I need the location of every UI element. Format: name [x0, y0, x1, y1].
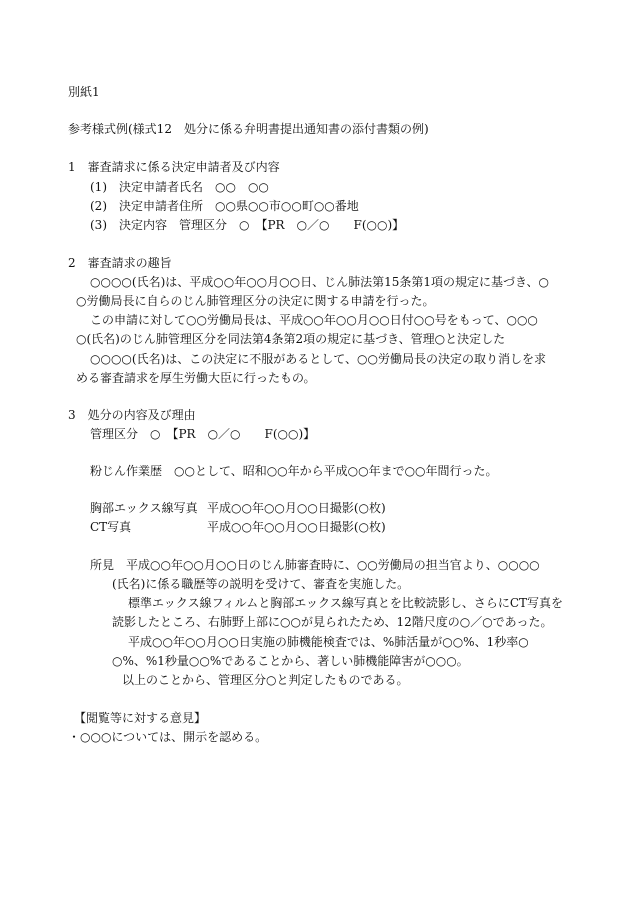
management-class: 管理区分 ○ 【PR ○／○ F(○○)】 — [90, 427, 316, 441]
ct-label: CT写真 — [90, 520, 132, 534]
findings-line: 以上のことから、管理区分○と判定したものである。 — [122, 673, 409, 687]
document-title: 参考様式例(様式12 処分に係る弁明書提出通知書の添付書類の例) — [68, 122, 429, 136]
section2-line: この申請に対して○○労働局長は、平成○○年○○月○○日付○○号をもって、○○○ — [90, 313, 538, 327]
xray-label: 胸部エックス線写真 — [90, 501, 198, 515]
findings-line: 所見 平成○○年○○月○○日のじん肺審査時に、○○労働局の担当官より、○○○○ — [90, 558, 540, 572]
findings-line: ○%、%1秒量○○%であることから、著しい肺機能障害が○○○。 — [112, 654, 469, 668]
findings-line: 平成○○年○○月○○日実施の肺機能検査では、%肺活量が○○%、1秒率○ — [128, 635, 529, 649]
dust-work-history: 粉じん作業歴 ○○として、昭和○○年から平成○○年まで○○年間行った。 — [90, 464, 498, 478]
findings-line: (氏名)に係る職歴等の説明を受けて、審査を実施した。 — [112, 577, 410, 591]
xray-value: 平成○○年○○月○○日撮影(○枚) — [207, 501, 386, 515]
attachment-label: 別紙1 — [68, 85, 100, 99]
section2-line: ○(氏名)のじん肺管理区分を同法第4条第2項の規定に基づき、管理○と決定した — [76, 332, 506, 346]
section2-line: める審査請求を厚生労働大臣に行ったもの。 — [76, 371, 316, 385]
section1-item-decision: (3) 決定内容 管理区分 ○ 【PR ○／○ F(○○)】 — [90, 218, 405, 232]
findings-line: 読影したところ、右肺野上部に○○が見られたため、12階尺度の○／○であった。 — [112, 615, 553, 629]
section2-line: ○労働局長に自らのじん肺管理区分の決定に関する申請を行った。 — [76, 294, 435, 308]
ct-value: 平成○○年○○月○○日撮影(○枚) — [207, 520, 386, 534]
section2-line: ○○○○(氏名)は、この決定に不服があるとして、○○労働局長の決定の取り消しを求 — [90, 352, 546, 366]
section2-line: ○○○○(氏名)は、平成○○年○○月○○日、じん肺法第15条第1項の規定に基づき、○ — [90, 275, 549, 289]
opinion-heading: 【閲覧等に対する意見】 — [74, 711, 207, 725]
section2-heading: 2 審査請求の趣旨 — [68, 256, 172, 270]
findings-line: 標準エックス線フィルムと胸部エックス線写真とを比較読影し、さらにCT写真を — [128, 596, 564, 610]
section1-item-address: (2) 決定申請者住所 ○○県○○市○○町○○番地 — [90, 199, 359, 213]
section1-item-name: (1) 決定申請者氏名 ○○ ○○ — [90, 180, 269, 194]
opinion-item: ・○○○については、開示を認める。 — [68, 730, 268, 744]
section3-heading: 3 処分の内容及び理由 — [68, 408, 196, 422]
section1-heading: 1 審査請求に係る決定申請者及び内容 — [68, 160, 280, 174]
